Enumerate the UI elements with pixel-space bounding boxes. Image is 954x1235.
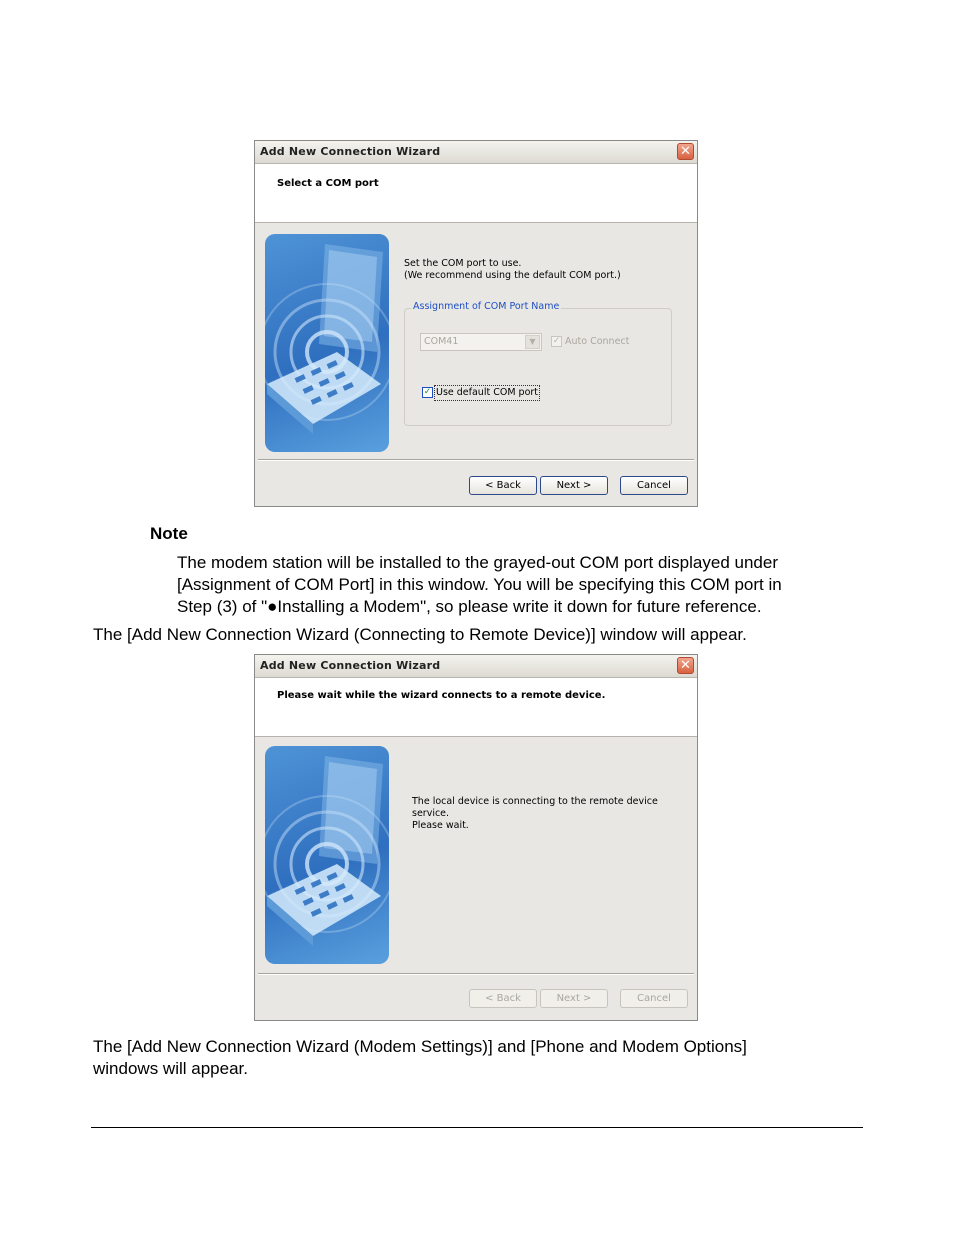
footer-rule [91, 1127, 863, 1128]
wizard-body [255, 737, 697, 1022]
note-heading: Note [150, 524, 188, 543]
com-port-groupbox [404, 308, 672, 426]
wizard-dialog-select-com-port [254, 140, 698, 507]
use-default-com-port-label: Use default COM port [436, 387, 539, 398]
chevron-down-icon: ▼ [525, 335, 540, 349]
auto-connect-checkbox[interactable]: ✓ [552, 336, 561, 346]
status-line-3: Please wait. [412, 820, 469, 831]
paragraph-modem-settings-line-2: windows will appear. [93, 1059, 248, 1078]
footer-divider [258, 459, 694, 461]
wizard-body [255, 223, 697, 508]
note-line-2: [Assignment of COM Port] in this window. You will be specifying this COM port in [177, 575, 782, 594]
cancel-button[interactable]: Cancel [620, 476, 688, 495]
wizard-header [255, 678, 697, 737]
close-button[interactable]: ✕ [677, 143, 694, 160]
close-button[interactable]: ✕ [677, 657, 694, 674]
title-bar[interactable] [255, 655, 697, 678]
paragraph-connecting-window: The [Add New Connection Wizard (Connecting to Remote Device)] window will appear. [93, 625, 747, 644]
use-default-com-port-checkbox[interactable]: ✓ [423, 387, 432, 397]
status-line-2: service. [412, 808, 450, 819]
back-button[interactable]: < Back [469, 476, 537, 495]
group-label: Assignment of COM Port Name [413, 301, 560, 312]
back-button[interactable]: < Back [469, 989, 537, 1008]
footer-divider [258, 973, 694, 975]
dialog-title: Add New Connection Wizard [260, 659, 441, 672]
next-button[interactable]: Next > [540, 476, 608, 495]
com-port-value: COM41 [424, 336, 459, 347]
phone-illustration [265, 746, 389, 964]
note-line-3: Step (3) of "●Installing a Modem", so please write it down for future reference. [177, 597, 762, 616]
instruction-line-1: Set the COM port to use. [404, 258, 522, 269]
status-line-1: The local device is connecting to the remote device [412, 796, 658, 807]
next-button[interactable]: Next > [540, 989, 608, 1008]
phone-illustration [265, 234, 389, 452]
cancel-button[interactable]: Cancel [620, 989, 688, 1008]
phone-illustration-icon [265, 746, 389, 964]
title-bar[interactable] [255, 141, 697, 164]
instruction-line-2: (We recommend using the default COM port.) [404, 270, 621, 281]
paragraph-modem-settings-line-1: The [Add New Connection Wizard (Modem Settings)] and [Phone and Modem Options] [93, 1037, 747, 1056]
header-title: Please wait while the wizard connects to a remote device. [277, 690, 606, 701]
wizard-header [255, 164, 697, 223]
com-port-select[interactable] [420, 333, 542, 351]
auto-connect-label: Auto Connect [565, 336, 630, 347]
dialog-title: Add New Connection Wizard [260, 145, 441, 158]
header-title: Select a COM port [277, 178, 379, 189]
note-line-1: The modem station will be installed to the grayed-out COM port displayed under [177, 553, 778, 572]
wizard-dialog-connecting [254, 654, 698, 1021]
phone-illustration-icon [265, 234, 389, 452]
